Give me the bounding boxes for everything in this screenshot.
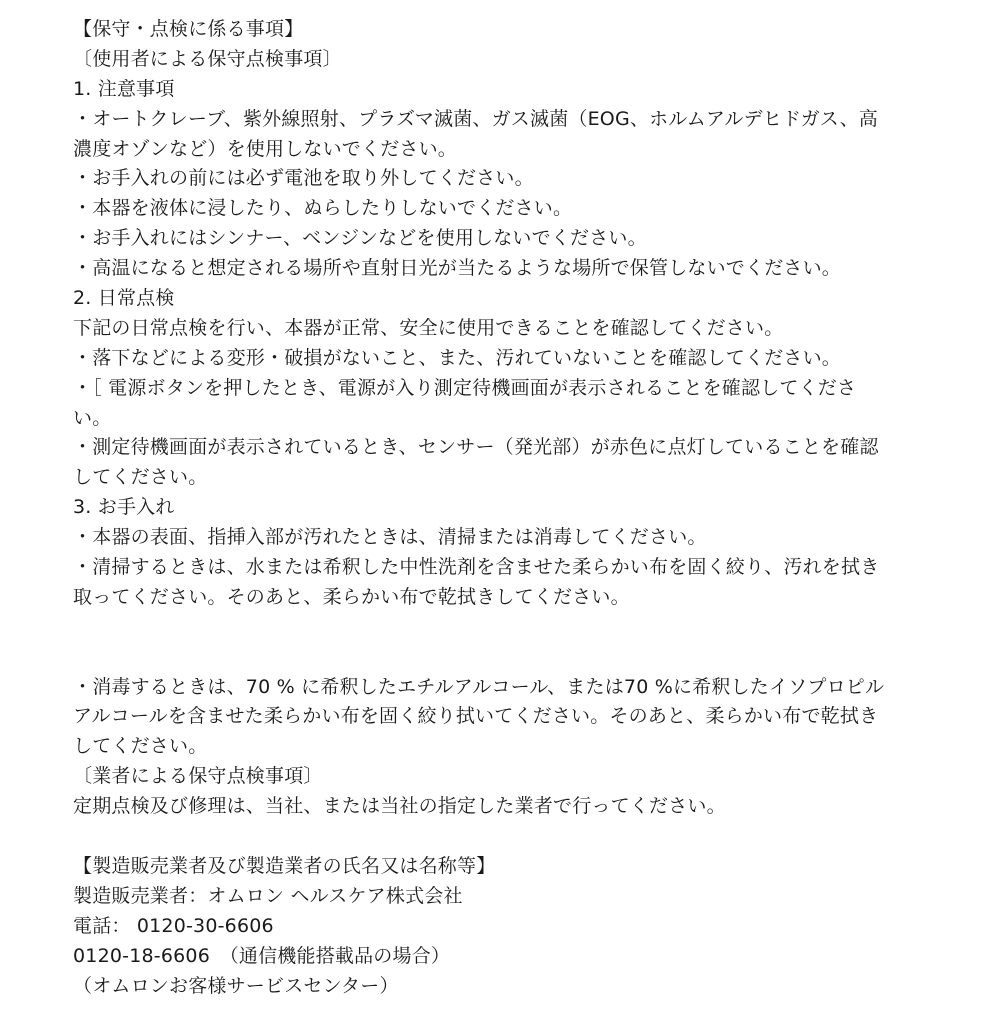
text-line: ・お手入れにはシンナー、ベンジンなどを使用しないでください。 [73,227,647,250]
text-line: 取ってください。そのあと、柔らかい布で乾拭きしてください。 [73,585,630,608]
text-line: してください。 [73,466,208,489]
phone-number-alt: 0120-18-6606 （通信機能搭載品の場合） [73,944,451,967]
item-heading-precautions: 1. 注意事項 [73,77,175,100]
service-center-name: （オムロンお客様サービスセンター） [73,974,399,997]
text-line: ・清掃するときは、水または希釈した中性洗剤を含ませた柔らかい布を固く絞り、汚れを拭き [73,556,880,579]
text-line: 定期点検及び修理は、当社、または当社の指定した業者で行ってください。 [73,795,726,818]
subsection-heading-user-maintenance: 〔使用者による保守点検事項〕 [73,47,342,70]
text-line: い。 [73,406,112,429]
text-line: 下記の日常点検を行い、本器が正常、安全に使用できることを確認してください。 [73,316,784,339]
phone-number: 電話： 0120-30-6606 [73,914,274,937]
text-line: ・消毒するときは、70 % に希釈したエチルアルコール、または70 %に希釈したイソプロピル [73,675,885,698]
blank-line [73,613,933,643]
section-heading-maintenance: 【保守・点検に係る事項】 [73,18,304,40]
text-line: ・お手入れの前には必ず電池を取り外してください。 [73,167,534,190]
text-line: してください。 [73,735,208,758]
section-heading-manufacturer: 【製造販売業者及び製造業者の氏名又は名称等】 [73,854,496,877]
text-line: ・［ 電源ボタンを押したとき、電源が入り測定待機画面が表示されることを確認してくださ [73,376,857,399]
subsection-heading-vendor-maintenance: 〔業者による保守点検事項〕 [73,765,323,788]
manufacturer-name: 製造販売業者：オムロン ヘルスケア株式会社 [73,884,463,907]
document-body [73,15,933,1001]
item-heading-care: 3. お手入れ [73,496,175,519]
text-line: ・オートクレーブ、紫外線照射、プラズマ滅菌、ガス滅菌（EOG、ホルムアルデヒドガス、高 [73,107,878,130]
text-line: ・測定待機画面が表示されているとき、センサー（発光部）が赤色に点灯していることを確認 [73,436,879,459]
text-line: アルコールを含ませた柔らかい布を固く絞り拭いてください。そのあと、柔らかい布で乾拭き [73,705,879,728]
text-line: ・落下などによる変形・破損がないこと、また、汚れていないことを確認してください。 [73,346,842,369]
item-heading-daily-inspection: 2. 日常点検 [73,287,175,310]
text-line: 濃度オゾンなど）を使用しないでください。 [73,137,458,160]
text-line: ・本器の表面、指挿入部が汚れたときは、清掃または消毒してください。 [73,526,707,549]
blank-line [73,643,933,673]
text-line: ・本器を液体に浸したり、ぬらしたりしないでください。 [73,197,573,220]
text-line: ・高温になると想定される場所や直射日光が当たるような場所で保管しないでください。 [73,257,842,280]
blank-line [73,822,933,852]
